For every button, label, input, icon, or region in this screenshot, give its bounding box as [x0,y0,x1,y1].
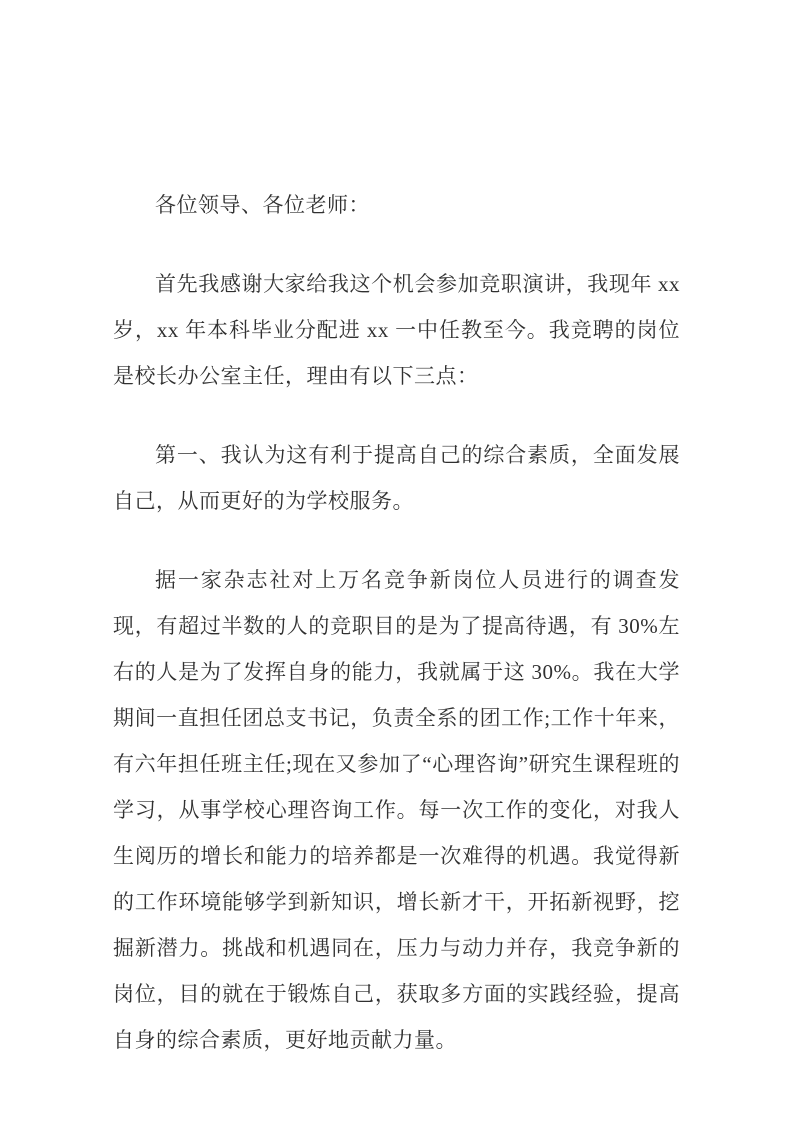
paragraph-intro: 首先我感谢大家给我这个机会参加竞职演讲，我现年 xx 岁，xx 年本科毕业分配进 xx 一中任教至今。我竞聘的岗位是校长办公室主任，理由有以下三点： [113,272,680,388]
paragraph-survey-detail: 据一家杂志社对上万名竞争新岗位人员进行的调查发现，有超过半数的人的竞职目的是为了提高待遇，有 30%左右的人是为了发挥自身的能力，我就属于这 30%。我在大学期间一直担任团总支书记，负责全系的团工作;工作十年来，有六年担任班主任;现在又参加了“心理咨询”研究生课程班的学习，从事学校心理咨询工作。每一次工作的变化，对我人生阅历的增长和能力的培养都是一次难得的机遇。我觉得新的工作环境能够学到新知识，增长新才干，开拓新视野，挖掘新潜力。挑战和机遇同在，压力与动力并存，我竞争新的岗位，目的就在于锻炼自己，获取多方面的实践经验，提高自身的综合素质，更好地贡献力量。 [113,568,680,1052]
salutation-line: 各位领导、各位老师： [155,193,370,217]
document-body [113,182,680,1063]
paragraph-point-one: 第一、我认为这有利于提高自己的综合素质，全面发展自己，从而更好的为学校服务。 [113,443,680,513]
